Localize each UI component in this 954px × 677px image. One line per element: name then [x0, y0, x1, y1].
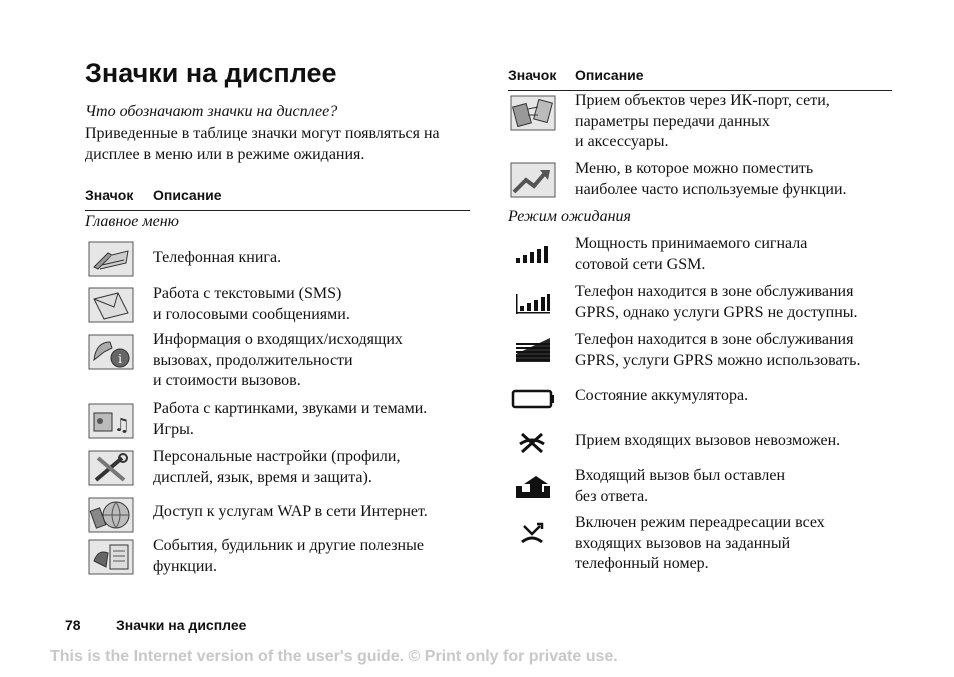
list-item: Работа с текстовыми (SMS) и голосовыми сообщениями. [153, 285, 350, 323]
footer-notice: This is the Internet version of the user's guide. © Print only for private use. [50, 648, 618, 665]
signal-strength-icon [510, 238, 556, 274]
list-item: Прием объектов через ИК-порт, сети, параметры передачи данных и аксессуары. [575, 92, 830, 150]
svg-text:i: i [118, 352, 122, 366]
calls-blocked-icon [510, 424, 556, 460]
list-item: Работа с картинками, звуками и темами. Игры. [153, 400, 428, 438]
list-item: Состояние аккумулятора. [575, 387, 749, 404]
list-item: Меню, в которое можно поместить наиболее часто используемые функции. [575, 160, 847, 198]
table-header-rule [85, 210, 470, 211]
list-item: Включен режим переадресации всех входящих вызовов на заданный телефонный номер. [575, 514, 825, 572]
svg-text:♫: ♫ [113, 415, 131, 436]
call-info-icon [88, 334, 134, 370]
footer-section-title: Значки на дисплее [116, 617, 247, 633]
table-header-icon-right: Значок [508, 67, 557, 83]
list-item: Телефон находится в зоне обслуживания GPRS, однако услуги GPRS не доступны. [575, 283, 858, 321]
table-header-description: Описание [153, 187, 222, 203]
main-menu-label: Главное меню [85, 213, 179, 230]
connectivity-icon [510, 95, 556, 131]
intro-text: Приведенные в таблице значки могут появляться на дисплее в меню или в режиме ожидания. [85, 125, 440, 163]
table-header-description-right: Описание [575, 67, 644, 83]
gprs-unavailable-icon [510, 286, 556, 322]
list-item: Входящий вызов был оставлен без ответа. [575, 467, 786, 505]
list-item: Информация о входящих/исходящих вызовах, продолжительности и стоимости вызовов. [153, 331, 403, 389]
gprs-available-icon [510, 334, 556, 370]
standby-label: Режим ожидания [508, 208, 631, 225]
list-item: Персональные настройки (профили, дисплей, язык, время и защита). [153, 448, 401, 486]
page-number: 78 [65, 617, 81, 633]
call-divert-icon [510, 518, 556, 554]
missed-call-icon [510, 472, 556, 508]
favorites-icon [510, 162, 556, 198]
list-item: События, будильник и другие полезные функции. [153, 537, 424, 575]
battery-icon [510, 381, 556, 417]
list-item: Телефонная книга. [153, 249, 282, 266]
list-item: Мощность принимаемого сигнала сотовой сети GSM. [575, 235, 808, 273]
list-item: Телефон находится в зоне обслуживания GPRS, услуги GPRS можно использовать. [575, 331, 861, 369]
intro-question: Что обозначают значки на дисплее? [85, 103, 338, 120]
table-header-icon: Значок [85, 187, 134, 203]
page-title: Значки на дисплее [85, 58, 337, 88]
organizer-icon [88, 539, 134, 575]
messages-icon [88, 287, 134, 323]
list-item: Доступ к услугам WAP в сети Интернет. [153, 503, 428, 520]
entertainment-icon [88, 403, 134, 439]
settings-icon [88, 450, 134, 486]
list-item: Прием входящих вызовов невозможен. [575, 432, 841, 449]
internet-icon [88, 497, 134, 533]
phonebook-icon [88, 241, 134, 277]
